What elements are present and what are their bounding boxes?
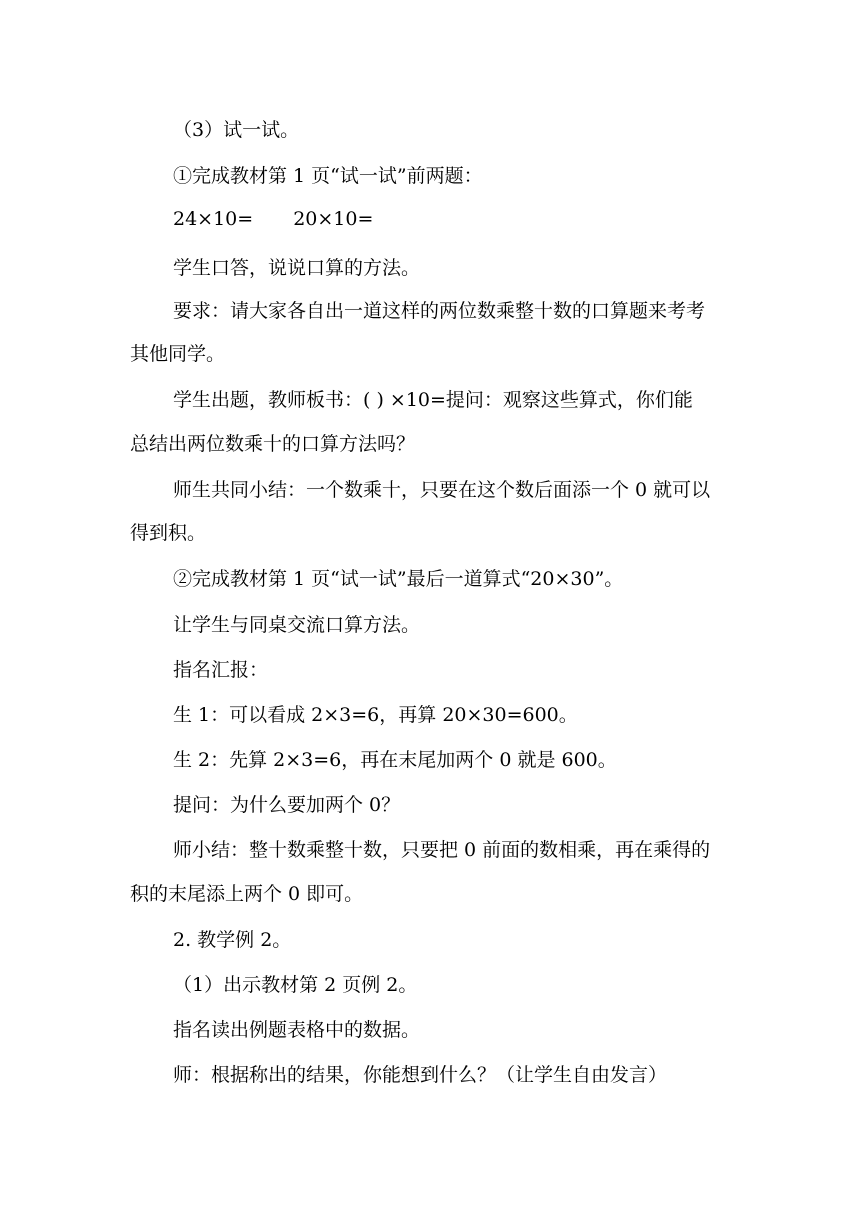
text-line: 总结出两位数乘十的口算方法吗？ [130, 433, 416, 455]
subheading-try-it: （3）试一试。 [173, 119, 300, 141]
text-line: 师小结：整十数乘整十数，只要把 0 前面的数相乘，再在乘得的 [173, 839, 711, 861]
text-line: ②完成教材第 1 页“试一试”最后一道算式“20×30”。 [173, 568, 624, 590]
equation: 20×10= [293, 208, 374, 230]
text-line: 生 2：先算 2×3=6，再在末尾加两个 0 就是 600。 [173, 749, 617, 771]
text-line: 提问：为什么要加两个 0？ [173, 794, 401, 816]
text-line: 让学生与同桌交流口算方法。 [173, 614, 421, 636]
text-line: 师生共同小结：一个数乘十，只要在这个数后面添一个 0 就可以 [173, 479, 711, 501]
text-line: 指名读出例题表格中的数据。 [173, 1019, 421, 1041]
subheading: （1）出示教材第 2 页例 2。 [173, 974, 418, 996]
text-line: ①完成教材第 1 页“试一试”前两题： [173, 165, 483, 187]
text-line: 指名汇报： [173, 659, 269, 681]
text-line: 其他同学。 [130, 343, 226, 365]
text-line: 学生口答，说说口算的方法。 [173, 257, 421, 279]
text-line: 得到积。 [130, 522, 207, 544]
equation: 24×10= [173, 208, 254, 230]
section-heading: 2. 教学例 2。 [173, 929, 292, 951]
text-line: 生 1：可以看成 2×3=6，再算 20×30=600。 [173, 704, 578, 726]
equation-line [173, 207, 373, 231]
text-line: 学生出题，教师板书：( ) ×10=提问：观察这些算式，你们能 [173, 389, 693, 411]
text-line: 师：根据称出的结果，你能想到什么？（让学生自由发言） [173, 1064, 668, 1086]
text-line: 要求：请大家各自出一道这样的两位数乘整十数的口算题来考考 [173, 300, 706, 322]
text-line: 积的末尾添上两个 0 即可。 [130, 883, 364, 905]
